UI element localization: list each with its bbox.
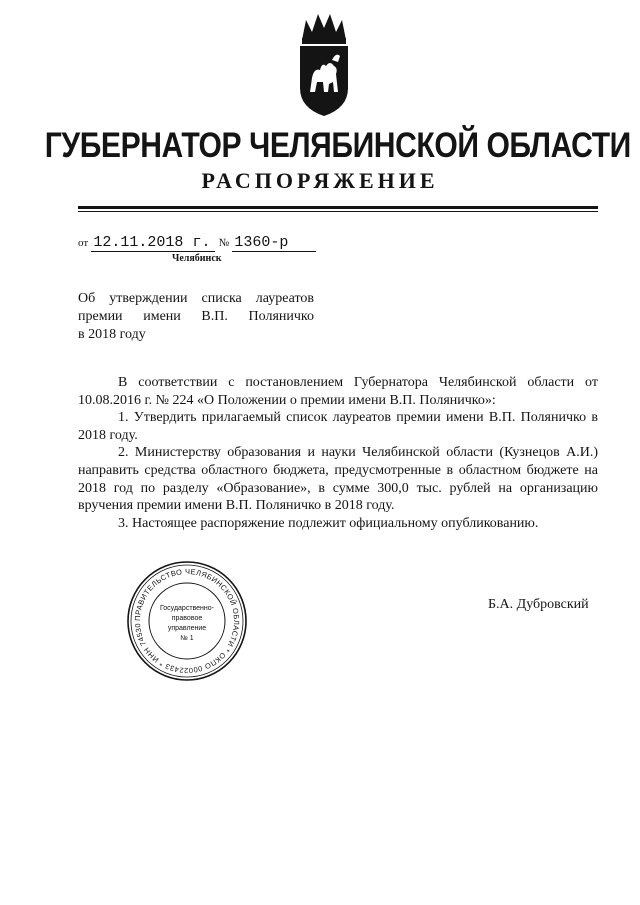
seal-center-line: управление [167, 625, 207, 632]
coat-of-arms-icon [296, 10, 352, 118]
preamble-paragraph: В соответствии с постановлением Губернатора Челябинской области от 10.08.2016 г. № 224 «О Положении о премии имени В.П. Поляничко»: [78, 375, 598, 408]
date-value: 12.11.2018 г. [91, 235, 215, 252]
city-label: Челябинск [172, 253, 222, 264]
seal-center-line: Государственно- [159, 605, 215, 612]
subject-line: в 2018 году [78, 327, 146, 342]
subject-block [78, 290, 314, 344]
subject-line: премии имени В.П. Поляничко [78, 309, 314, 324]
number-value: 1360-р [232, 235, 316, 252]
date-prefix: от [78, 237, 89, 249]
subject-line: Об утверждении списка лауреатов [78, 291, 314, 306]
order-item-3: 3. Настоящее распоряжение подлежит официальному опубликованию. [118, 515, 539, 531]
order-item-1: 1. Утвердить прилагаемый список лауреатов премии имени В.П. Поляничко в 2018 году. [78, 410, 598, 443]
seal-center-line: № 1 [180, 635, 194, 642]
signatory-name: Б.А. Дубровский [488, 597, 589, 612]
reference-line [78, 234, 316, 252]
document-type: РАСПОРЯЖЕНИЕ [201, 168, 439, 193]
header-rule-thin [78, 211, 598, 212]
document-body [78, 374, 598, 532]
header-rule-thick [78, 206, 598, 209]
official-seal [126, 560, 248, 682]
seal-ring-text: ПРАВИТЕЛЬСТВО ЧЕЛЯБИНСКОЙ ОБЛАСТИ * ОКПО 00022433 * ИНН 74530 [132, 566, 242, 676]
authority-title: ГУБЕРНАТОР ЧЕЛЯБИНСКОЙ ОБЛАСТИ [44, 126, 631, 165]
order-item-2: 2. Министерству образования и науки Челябинской области (Кузнецов А.И.) направить средства областного бюджета, предусмотренные в областном бюджете на 2018 год по разделу «Образование», в сумме 300,0 тыс. рублей на организацию вручения премии имени В.П. Поляничко в 2018 году. [78, 445, 598, 514]
seal-center-line: правовое [171, 615, 203, 622]
number-prefix: № [218, 237, 230, 249]
